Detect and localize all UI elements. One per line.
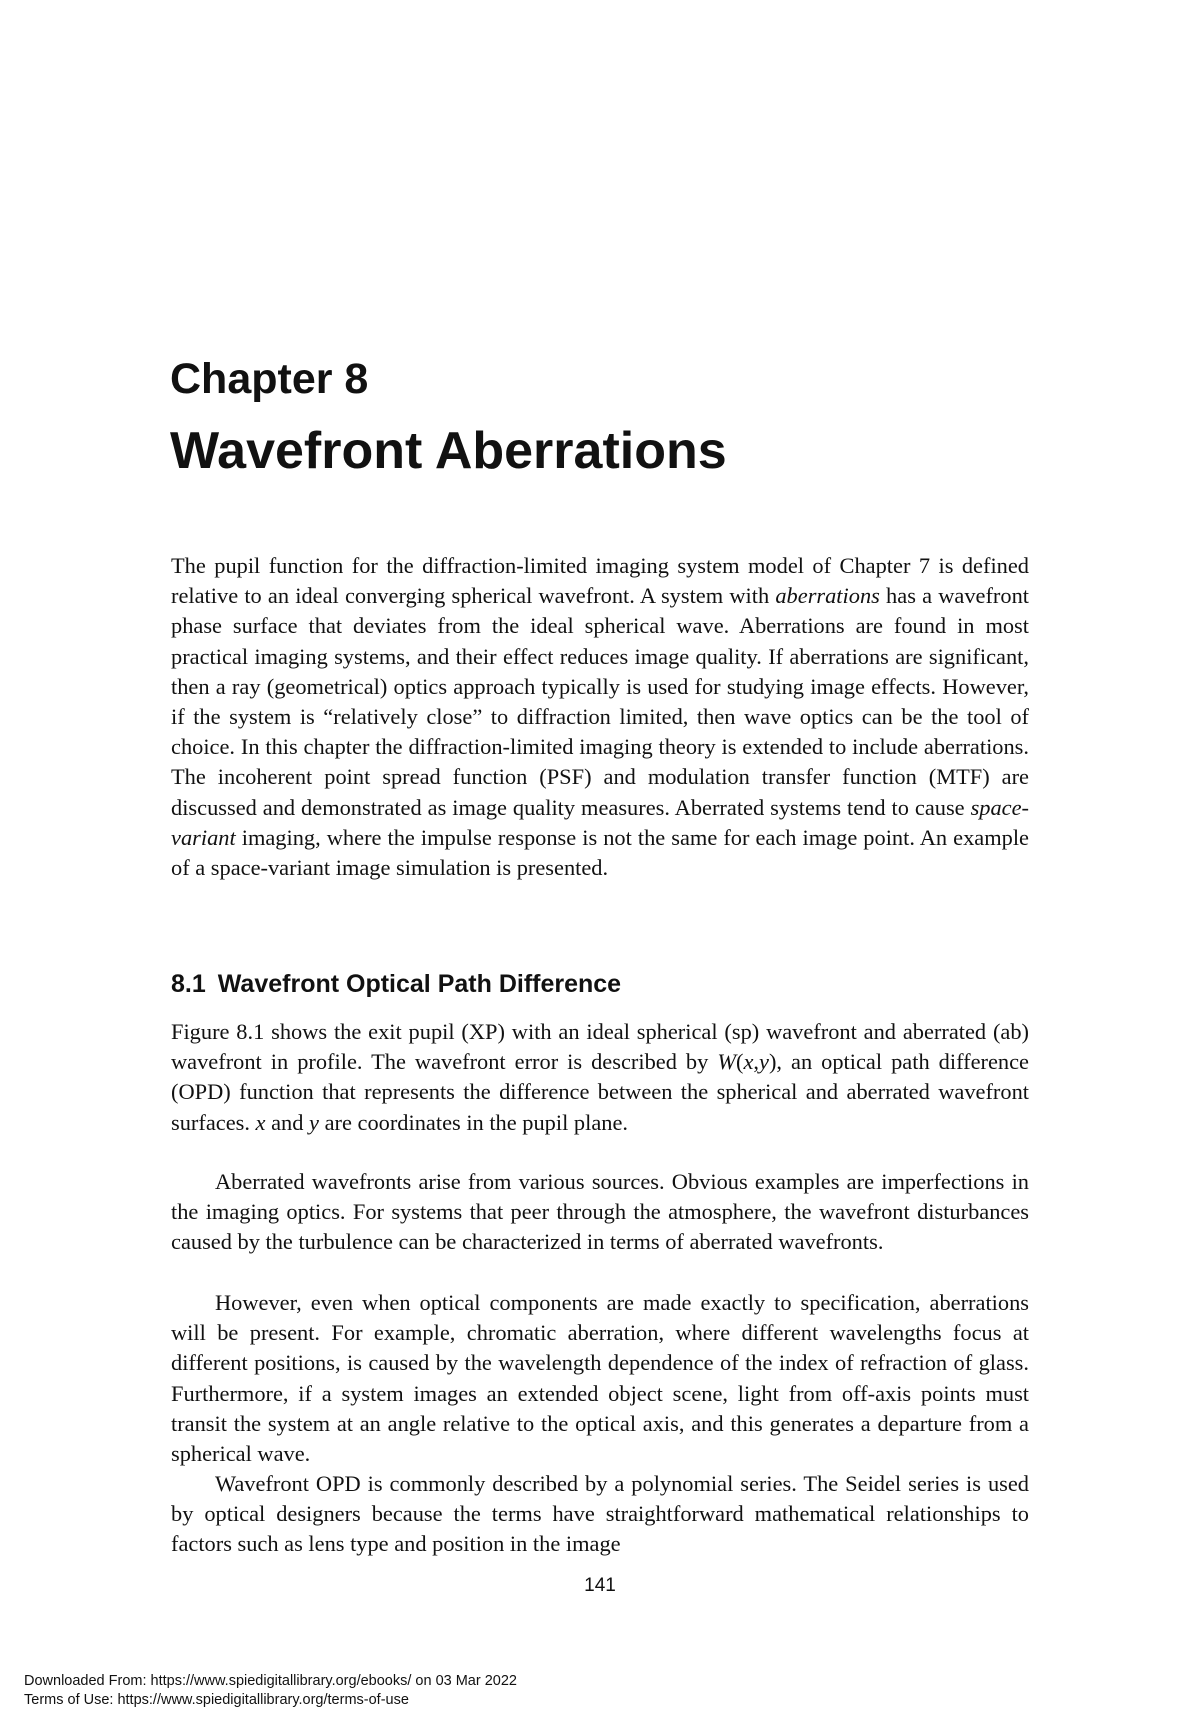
w-symbol: W xyxy=(717,1049,736,1075)
chapter-title: Wavefront Aberrations xyxy=(170,422,727,480)
footer-terms: Terms of Use: https://www.spiedigitallibrary.org/terms-of-use xyxy=(24,1692,409,1708)
section-title: Wavefront Optical Path Difference xyxy=(217,970,622,998)
p1-text-4: are coordinates in the pupil plane. xyxy=(318,1109,628,1135)
p1-comma: , xyxy=(753,1049,759,1075)
footer-downloaded: Downloaded From: https://www.spiedigitallibrary.org/ebooks/ on 03 Mar 2022 xyxy=(24,1673,517,1689)
intro-text-3: imaging, where the impulse response is not the same for each image point. An example of a space-variant image simulation is presented. xyxy=(171,824,1029,881)
intro-text-1: The pupil function for the diffraction-limited imaging system model of Chapter 7 is defined relative to an ideal converging spherical wavefront. A system with xyxy=(171,553,1029,609)
y-symbol: y xyxy=(759,1049,769,1075)
section-paragraph-3: However, even when optical components are made exactly to specification, aberrations will be present. For example, chromatic aberration, where different wavelengths focus at different positions, is caused by the wavelength dependence of the index of refraction of glass. Furthermore, if a system images an extended object scene, light from off-axis points must transit the system at an angle relative to the optical axis, and this generates a departure from a spherical wave. xyxy=(171,1290,1029,1467)
section-heading xyxy=(171,972,621,997)
section-paragraph-2: Aberrated wavefronts arise from various sources. Obvious examples are imperfections in the imaging optics. For systems that peer through the atmosphere, the wavefront disturbances caused by the turbulence can be characterized in terms of aberrated wavefronts. xyxy=(171,1169,1029,1255)
p1-paren-open: ( xyxy=(735,1049,744,1075)
page-number: 141 xyxy=(584,1575,616,1596)
intro-paragraph xyxy=(171,551,1029,883)
section-paragraph-4: Wavefront OPD is commonly described by a polynomial series. The Seidel series is used by optical designers because the terms have straightforward mathematical relationships to factors such as lens type and position in the image xyxy=(171,1471,1029,1557)
term-aberrations: aberrations xyxy=(775,583,880,609)
y-symbol-2: y xyxy=(309,1109,319,1135)
section-paragraph-1 xyxy=(171,1017,1029,1138)
chapter-label: Chapter 8 xyxy=(170,355,369,403)
section-number: 8.1 xyxy=(171,970,206,998)
p1-text-3: and xyxy=(265,1109,310,1135)
x-symbol-2: x xyxy=(255,1109,266,1135)
term-space-variant: space-variant xyxy=(171,794,1029,850)
p1-text-1: Figure 8.1 shows the exit pupil (XP) with an ideal spherical (sp) wavefront and aberrated (ab) wavefront in profile. The wavefront error is described by xyxy=(171,1019,1029,1075)
x-symbol: x xyxy=(743,1049,754,1075)
p1-text-2: an optical path difference (OPD) function that represents the difference between the spherical and aberrated wavefront surfaces. xyxy=(171,1049,1029,1135)
intro-text-2: has a wavefront phase surface that deviates from the ideal spherical wave. Aberrations are found in most practical imaging systems, and their effect reduces image quality. If aberrations are significant, then a ray (geometrical) optics approach typically is used for studying image effects. However, if the system is “relatively close” to diffraction limited, then wave optics can be the tool of choice. In this chapter the diffraction-limited imaging theory is extended to include aberrations. The incoherent point spread function (PSF) and modulation transfer function (MTF) are discussed and demonstrated as image quality measures. Aberrated systems tend to cause xyxy=(171,583,1029,820)
p1-paren-close: ), xyxy=(768,1049,783,1075)
